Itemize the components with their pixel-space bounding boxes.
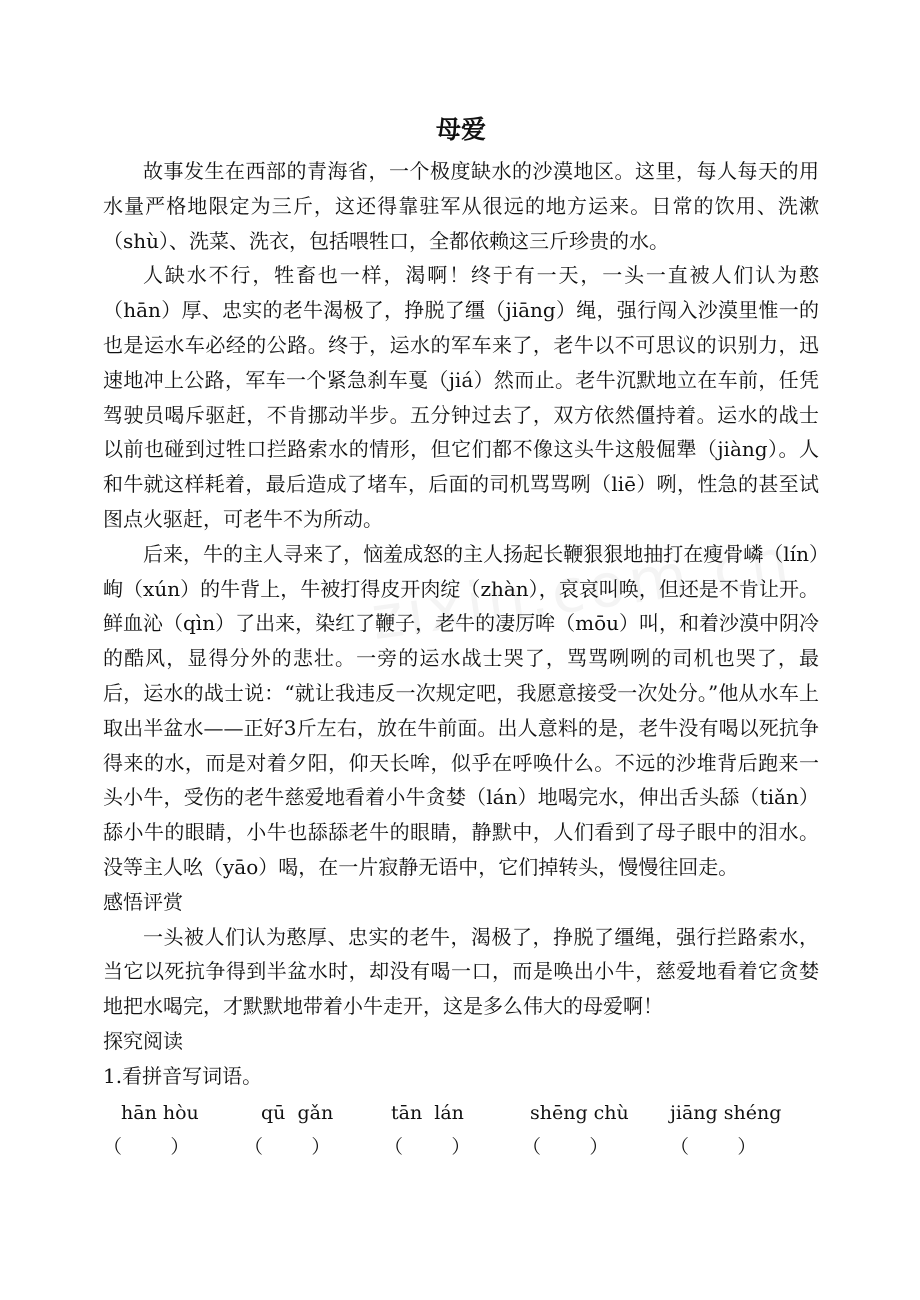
appreciation-heading: 感悟评赏 bbox=[103, 889, 183, 914]
pinyin-row bbox=[103, 1096, 819, 1130]
answer-blank-4[interactable]: （ ） bbox=[522, 1135, 609, 1158]
worksheet-page bbox=[103, 108, 819, 1164]
appreciation-paragraph: 一头被人们认为憨厚、忠实的老牛，渴极了，挣脱了缰绳，强行拦路索水，当它以死抗争得到半盆水时，却没有喝一口，而是唤出小牛，慈爱地看着它贪婪地把水喝完，才默默地带着小牛走开，这是多么伟大的母爱啊！ bbox=[103, 924, 819, 1019]
answer-blank-3[interactable]: （ ） bbox=[384, 1135, 471, 1158]
pinyin-jiangsheng: jiāng shéng bbox=[670, 1101, 782, 1124]
answer-blank-1[interactable]: （ ） bbox=[103, 1135, 190, 1158]
answer-blank-2[interactable]: （ ） bbox=[244, 1135, 331, 1158]
story-paragraph-1: 故事发生在西部的青海省，一个极度缺水的沙漠地区。这里，每人每天的用水量严格地限定为三斤，这还得靠驻军从很远的地方运来。日常的饮用、洗漱（shù）、洗菜、洗衣，包括喂牲口，全都依赖这三斤珍贵的水。 bbox=[103, 159, 819, 253]
pinyin-tanlan: tān lán bbox=[391, 1101, 464, 1124]
story-paragraph-2: 人缺水不行，牲畜也一样，渴啊！终于有一天，一头一直被人们认为憨（hān）厚、忠实的老牛渴极了，挣脱了缰（jiāng）绳，强行闯入沙漠里惟一的也是运水车必经的公路。终于，运水的军车来了，老牛以不可思议的识别力，迅速地冲上公路，军车一个紧急刹车戛（jiá）然而止。老牛沉默地立在车前，任凭驾驶员喝斥驱赶，不肯挪动半步。五分钟过去了，双方依然僵持着。运水的战士以前也碰到过牲口拦路索水的情形，但它们都不像这头牛这般倔犟（jiàng）。人和牛就这样耗着，最后造成了堵车，后面的司机骂骂咧（liē）咧，性急的甚至试图点火驱赶，可老牛不为所动。 bbox=[103, 263, 819, 531]
story-paragraph-3: 后来，牛的主人寻来了，恼羞成怒的主人扬起长鞭狠狠地抽打在瘦骨嶙（lín）峋（xún）的牛背上，牛被打得皮开肉绽（zhàn），哀哀叫唤，但还是不肯让开。鲜血沁（qìn）了出来，染红了鞭子，老牛的凄厉哞（mōu）叫，和着沙漠中阴冷的酷风，显得分外的悲壮。一旁的运水战士哭了，骂骂咧咧的司机也哭了，最后，运水的战士说：“就让我违反一次规定吧，我愿意接受一次处分。”他从水车上取出半盆水——正好3斤左右，放在牛前面。出人意料的是，老牛没有喝以死抗争得来的水，而是对着夕阳，仰天长哞，似乎在呼唤什么。不远的沙堆背后跑来一头小牛，受伤的老牛慈爱地看着小牛贪婪（lán）地喝完水，伸出舌头舔（tiǎn）舔小牛的眼睛，小牛也舔舔老牛的眼睛，静默中，人们看到了母子眼中的泪水。没等主人吆（yāo）喝，在一片寂静无语中，它们掉转头，慢慢往回走。 bbox=[103, 541, 819, 879]
answer-blank-5[interactable]: （ ） bbox=[670, 1135, 757, 1158]
pinyin-shengchu: shēng chù bbox=[530, 1101, 629, 1124]
question-1-prompt: 1.看拼音写词语。 bbox=[103, 1063, 263, 1088]
answer-blanks-row bbox=[103, 1130, 819, 1164]
reading-heading: 探究阅读 bbox=[103, 1028, 183, 1053]
page-title: 母爱 bbox=[435, 115, 486, 144]
pinyin-qugan: qū gǎn bbox=[261, 1101, 334, 1124]
pinyin-hanhou: hān hòu bbox=[121, 1101, 199, 1124]
